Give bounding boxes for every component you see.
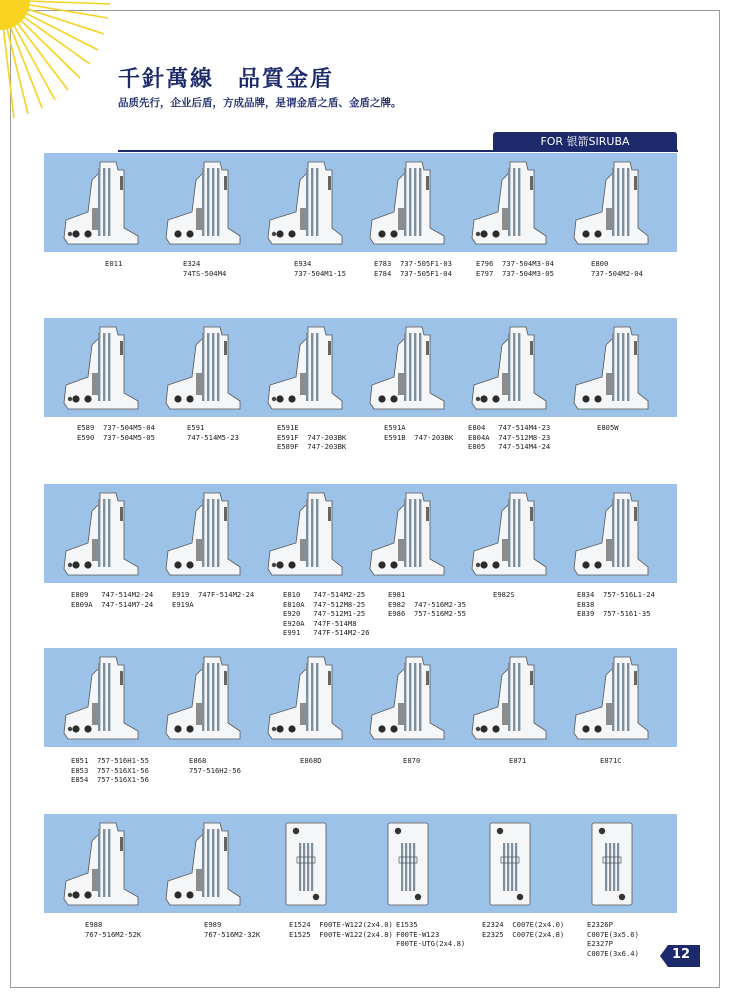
needle-plate-icon: [160, 158, 246, 248]
part-label: E868D: [300, 756, 322, 765]
needle-plate-image: [262, 158, 348, 248]
needle-plate-image: [160, 323, 246, 413]
needle-plate-image: [364, 653, 450, 743]
part-label: E324 74TS-504M4: [183, 259, 227, 278]
needle-plate-image: [160, 489, 246, 579]
needle-plate-icon: [364, 158, 450, 248]
needle-plate-icon: [160, 653, 246, 743]
needle-plate-icon: [160, 819, 246, 909]
needle-plate-icon: [262, 653, 348, 743]
needle-plate-icon: [364, 653, 450, 743]
part-label: E919 747F-514M2-24 E919A: [172, 590, 255, 609]
needle-plate-icon: [466, 489, 552, 579]
needle-plate-icon: [262, 323, 348, 413]
needle-plate-image: [262, 819, 348, 909]
needle-plate-icon: [160, 489, 246, 579]
needle-plate-image: [160, 653, 246, 743]
part-label: E800 737-504M2-04: [591, 259, 643, 278]
needle-plate-image: [568, 323, 654, 413]
part-label: E1524 F00TE-W122(2x4.0) E1525 F00TE-W122(2x4.8): [289, 920, 393, 939]
part-label: E589 737-504M5-04 E590 737-504M5-05: [77, 423, 155, 442]
needle-plate-icon: [466, 158, 552, 248]
part-label: E934 737-504M1-15: [294, 259, 346, 278]
needle-plate-image: [466, 489, 552, 579]
needle-plate-icon: [160, 323, 246, 413]
part-label: E810 747-514M2-25 E810A 747-512M8-25 E920 747-512M1-25 E920A 747F-514M8 E991 747F-514M2-26: [283, 590, 370, 638]
needle-plate-image: [262, 489, 348, 579]
needle-plate-image: [466, 819, 552, 909]
part-label: E868 757-516H2-56: [189, 756, 241, 775]
part-label: E988 767-516M2-52K: [85, 920, 142, 939]
needle-plate-image: [58, 489, 144, 579]
page-title: 千針萬線 品質金盾: [118, 67, 335, 92]
part-label: E981 E982 747-516M2-35 E986 757-516M2-55: [388, 590, 466, 619]
needle-plate-image: [568, 489, 654, 579]
part-label: E871: [509, 756, 527, 765]
needle-plate-icon: [58, 489, 144, 579]
needle-plate-image: [568, 819, 654, 909]
part-label: E834 757-516L1-24 E838 E839 757-5161-35: [577, 590, 655, 619]
part-label: E851 757-516H1-55 E853 757-516X1-56 E854 757-516X1-56: [71, 756, 149, 785]
sun-icon: [0, 0, 110, 120]
needle-plate-icon: [466, 819, 552, 909]
page-number-badge: [660, 945, 700, 967]
brand-tab: FOR 银箭SIRUBA: [493, 132, 677, 152]
part-label: E1535 F00TE-W123 F00TE-UTG(2x4.8): [396, 920, 466, 949]
part-label: E591E E591F 747-203BK E589F 747-203BK: [277, 423, 347, 452]
needle-plate-icon: [58, 158, 144, 248]
part-label: E871C: [600, 756, 622, 765]
needle-plate-icon: [364, 819, 450, 909]
needle-plate-icon: [262, 819, 348, 909]
needle-plate-image: [466, 158, 552, 248]
needle-plate-icon: [262, 158, 348, 248]
needle-plate-image: [160, 819, 246, 909]
page-subtitle: 品质先行，企业后盾，方成品牌，是谓金盾之盾、金盾之牌。: [118, 97, 402, 109]
needle-plate-image: [262, 323, 348, 413]
needle-plate-icon: [466, 323, 552, 413]
needle-plate-image: [466, 653, 552, 743]
needle-plate-icon: [568, 819, 654, 909]
needle-plate-image: [568, 158, 654, 248]
needle-plate-image: [58, 819, 144, 909]
part-label: E2324 C007E(2x4.0) E2325 C007E(2x4.8): [482, 920, 565, 939]
part-label: E591 747-514M5-23: [187, 423, 239, 442]
needle-plate-image: [262, 653, 348, 743]
part-label: E809 747-514M2-24 E809A 747-514M7-24: [71, 590, 154, 609]
part-label: E870: [403, 756, 421, 765]
page-number: 12: [672, 947, 691, 962]
needle-plate-icon: [364, 489, 450, 579]
part-label: E982S: [493, 590, 515, 599]
needle-plate-image: [364, 489, 450, 579]
part-label: E2326P C007E(3x5.6) E2327P C007E(3x6.4): [587, 920, 639, 958]
needle-plate-image: [58, 323, 144, 413]
needle-plate-image: [58, 158, 144, 248]
needle-plate-icon: [568, 323, 654, 413]
needle-plate-icon: [364, 323, 450, 413]
needle-plate-icon: [466, 653, 552, 743]
needle-plate-image: [364, 323, 450, 413]
part-label: E796 737-504M3-04 E797 737-504M3-05: [476, 259, 554, 278]
needle-plate-icon: [568, 489, 654, 579]
needle-plate-icon: [262, 489, 348, 579]
part-label: E591A E591B 747-203BK: [384, 423, 454, 442]
part-label: E804 747-514M4-23 E804A 747-512M8-23 E805 747-514M4-24: [468, 423, 551, 452]
part-label: E805W: [597, 423, 619, 432]
needle-plate-image: [58, 653, 144, 743]
needle-plate-image: [364, 819, 450, 909]
needle-plate-image: [466, 323, 552, 413]
needle-plate-icon: [58, 653, 144, 743]
needle-plate-image: [568, 653, 654, 743]
needle-plate-image: [364, 158, 450, 248]
part-label: E783 737-505F1-03 E784 737-505F1-04: [374, 259, 452, 278]
needle-plate-icon: [58, 819, 144, 909]
needle-plate-image: [160, 158, 246, 248]
needle-plate-icon: [58, 323, 144, 413]
needle-plate-icon: [568, 653, 654, 743]
needle-plate-icon: [568, 158, 654, 248]
part-label: E989 767-516M2-32K: [204, 920, 261, 939]
part-label: E011: [105, 259, 123, 268]
